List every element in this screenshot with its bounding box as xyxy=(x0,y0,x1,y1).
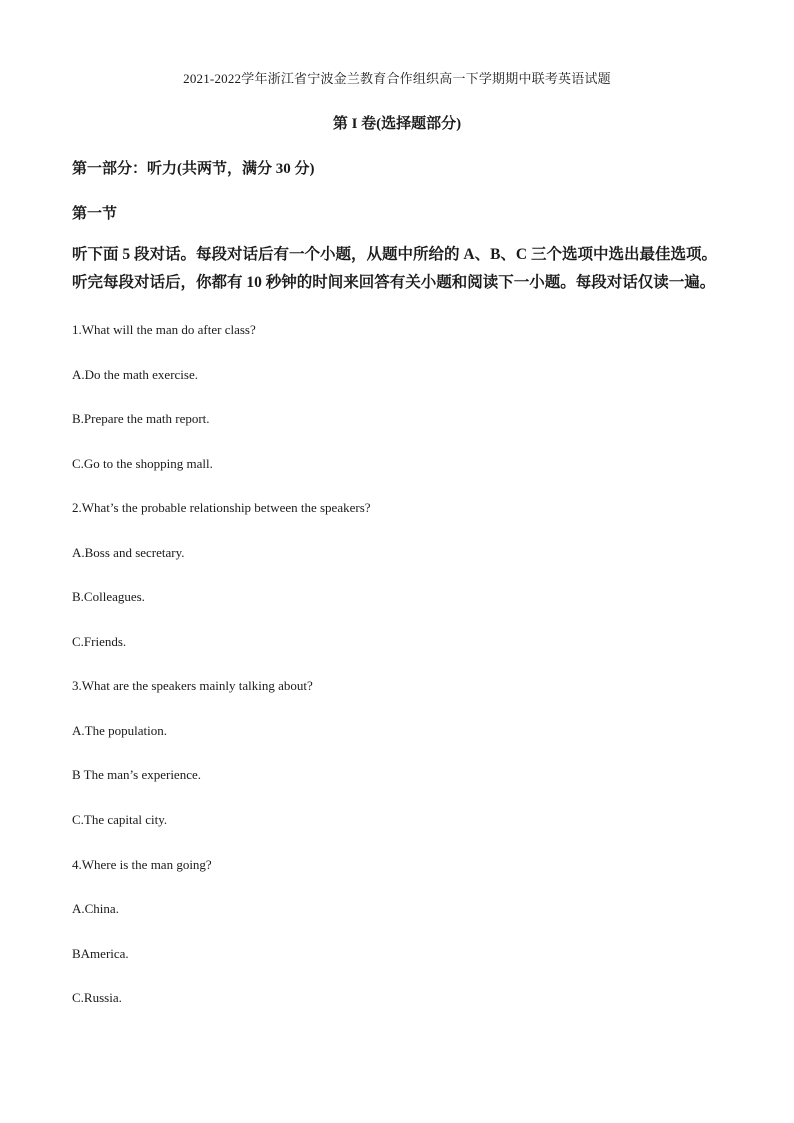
question-text: 4.Where is the man going? xyxy=(72,857,212,872)
section-heading: 第一部分：听力(共两节，满分 30 分) xyxy=(72,161,315,177)
option-text: BAmerica. xyxy=(72,946,129,961)
subsection-heading: 第一节 xyxy=(72,206,118,222)
option-text: C.Friends. xyxy=(72,634,127,649)
option-text: A.China. xyxy=(72,901,119,916)
option-text: B.Prepare the math report. xyxy=(72,411,210,426)
option-text: B The man’s experience. xyxy=(72,767,201,782)
option-text: A.Boss and secretary. xyxy=(72,545,185,560)
option-text: C.The capital city. xyxy=(72,812,168,827)
document-title: 2021-2022学年浙江省宁波金兰教育合作组织高一下学期期中联考英语试题 xyxy=(183,71,611,86)
option-text: C.Russia. xyxy=(72,990,122,1005)
option-text: B.Colleagues. xyxy=(72,589,145,604)
instructions xyxy=(72,241,732,297)
question-text: 2.What’s the probable relationship between the speakers? xyxy=(72,500,371,515)
question-text: 1.What will the man do after class? xyxy=(72,322,256,337)
option-text: A.Do the math exercise. xyxy=(72,367,198,382)
option-text: C.Go to the shopping mall. xyxy=(72,456,213,471)
option-text: A.The population. xyxy=(72,723,167,738)
instruction-line: 听完每段对话后，你都有 10 秒钟的时间来回答有关小题和阅读下一小题。每段对话仅读一遍。 xyxy=(72,274,716,291)
instruction-line: 听下面 5 段对话。每段对话后有一个小题，从题中所给的 A、B、C 三个选项中选出最佳选项。 xyxy=(72,246,717,263)
question-text: 3.What are the speakers mainly talking about? xyxy=(72,678,313,693)
part-title: 第 I 卷(选择题部分) xyxy=(332,116,462,132)
